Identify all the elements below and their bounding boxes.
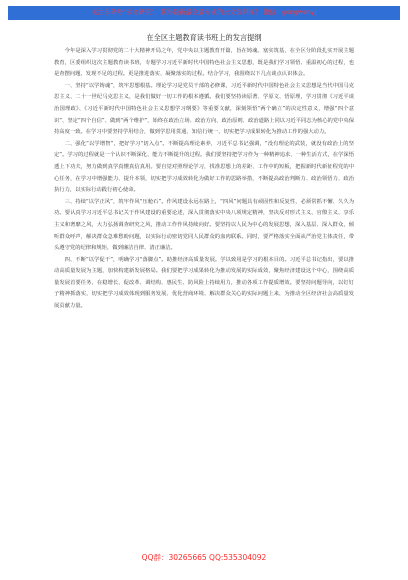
document-body [54,46,354,313]
banner-text: 关注头条号"公文研究"，获得最新最全最专业的公文资料库！ 微信：gongwenyj [91,9,317,16]
header-banner [8,6,400,20]
paragraph-section-2: 二、强化“以学增智”，把好学习“切入点”。不断提高理论素养，习近平总书记强调，“没有理论的武装，就没有政治上的坚定”。学习的过程就是一个认识不断深化、能力不断提升的过程。我们要坚持把学习作为一种精神追求、一种生活方式，在学深悟透上下功夫，努力做到真学真懂真信真用。要自觉对照理论学习，找准思想上的差距、工作中的短板，把握新时代新征程党的中心任务，在学习中增强能力、提升本领，切实把学习成效转化为做好工作的思路举措，不断提高政治判断力、政治领悟力、政治执行力，以实际行动践行初心使命。 [54,140,354,194]
document-title: 在全区主题教育读书班上的发言提纲 [146,33,262,42]
paragraph-intro: 今年是深入学习贯彻党的二十大精神开局之年，党中央以主题教育开篇，旨在铸魂、塞实筑基，在全区分阶段扎实开展主题教育，区委组织这次主题教育读书班，专题学习习近平新时代中国特色社会主义思想，既是我们学习领悟、重温初心的过程，也是查摆问题、发现不足的过程。更是推进落实、凝聚落实的过程。结合学习，我围绕以下几点谈点认识体会。 [54,48,354,78]
paragraph-section-3: 三、持续“以学正风”，筑牢作风“压舱石”。作风建设永远在路上，“四风”问题具有顽固性和反复性，必须常抓不懈、久久为功。要认真学习习近平总书记关于作风建设的重要论述，深入贯彻落实中央八项规定精神，坚决反对形式主义、官僚主义、享乐主义和奢靡之风，大力弘扬调查研究之风，推动工作作风持续向好。要坚持以人民为中心的发展思想，深入基层、深入群众，倾听群众呼声，解决群众急难愁盼问题，以实际行动密切党同人民群众的血肉联系。同时，要严格落实全面从严治党主体责任，带头遵守党的纪律和规矩，做到廉洁自律、清正廉洁。 [54,198,354,252]
paragraph-section-4: 四、不断“以学促干”，明确学习“落脚点”。助推经济高质量发展。学以致用是学习的根本目的。习近平总书记指出，要以推动高质量发展为主题，加快构建新发展格局。我们要把学习成果转化为推动发展的实际成效，聚焦经济建设这个中心，围绕高质量发展首要任务，在稳增长、促改革、调结构、惠民生、防风险上持续用力，推动各项工作提质增效。要坚持问题导向，以钉钉子精神抓落实，切实把学习成效体现到服务发展、优化营商环境、解决群众关心的实际问题上来，为推动全区经济社会高质量发展贡献力量。 [54,256,354,310]
paragraph-section-1: 一、坚持“以学铸魂”，筑牢思想根基。理论学习是党员干部的必修课，习近平新时代中国特色社会主义思想是当代中国马克思主义、二十一世纪马克思主义，是我们做好一切工作的根本遵循。我们要坚持读原著、学原文、悟原理，学习贯彻《习近平谈治国理政》、《习近平新时代中国特色社会主义思想学习纲要》等重要文献，深刻领悟“两个确立”的决定性意义，增强“四个意识”、坚定“四个自信”、做到“两个维护”，始终在政治立场、政治方向、政治原则、政治道路上同以习近平同志为核心的党中央保持高度一致。在学习中要坚持学用结合，做到学思用贯通、知信行统一，切实把学习成果转化为推动工作的强大动力。 [54,82,354,136]
footer-contact: QQ群：30265665 QQ:535304092 [141,553,267,562]
